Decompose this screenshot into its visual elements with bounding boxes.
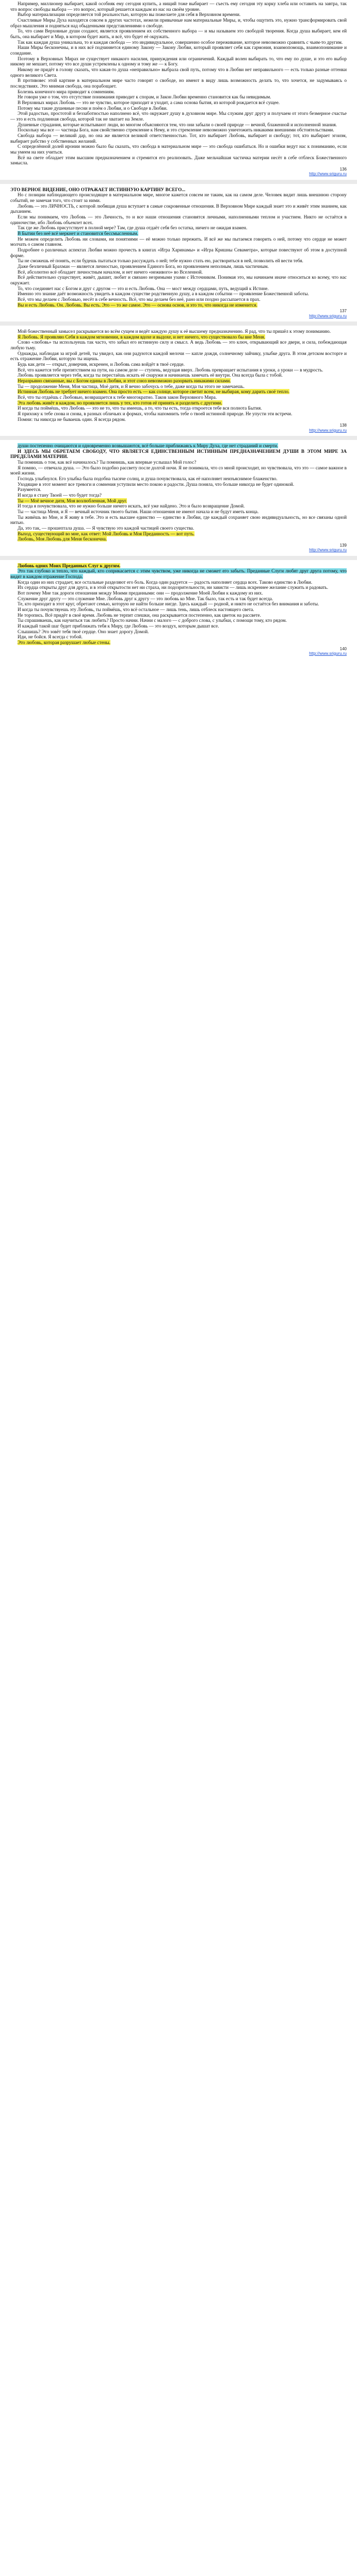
paragraph-text: Выбор материализации определяется той реальностью, которую вы пожелаете для себя в Верховном времени. (18, 12, 241, 18)
dialog-line (10, 487, 347, 493)
site-link[interactable]: http://www.sriguru.ru (309, 313, 347, 318)
paragraph (10, 417, 347, 422)
paragraph-text: Выход, существующий во мне, как ответ: Мой Любовь и Моя Преданность — вот путь. (18, 531, 195, 536)
paragraph (10, 601, 347, 607)
page-footer (10, 647, 347, 656)
paragraph (10, 111, 347, 122)
paragraph (10, 623, 347, 629)
paragraph-text: Служение друг другу — это служение Мне. Любовь друг к другу — это любовь ко Мне. Так было, так есть и так будет всегда. (18, 596, 273, 601)
paragraph-text: Иди, не бойся. Я всегда с тобой. (18, 634, 83, 640)
paragraph (10, 89, 347, 95)
paragraph (10, 531, 347, 537)
page-separator (0, 321, 357, 326)
paragraph (10, 334, 347, 340)
paragraph (10, 568, 347, 579)
paragraph (10, 618, 347, 623)
paragraph-text: Ты помнишь о том, как всё начиналось? Ты помнишь, как впервые услышал Мой голос? (18, 459, 197, 465)
paragraph (10, 460, 347, 465)
paragraph (10, 192, 347, 203)
paragraph-text: Ты — частица Меня, и Я — вечный источник твоего бытия. Наши отношения не имеют начала и не будут иметь конца. (18, 509, 259, 515)
paragraph (10, 596, 347, 602)
paragraph-text: Но с позиции наблюдающего происходящее в материальном мире, многое кажется совсем не таким, как на самом деле. Человек видит лишь внешнюю сторону событий, не замечая того, что стоит за ними. (10, 192, 347, 204)
page-separator (0, 180, 357, 184)
paragraph (10, 411, 347, 417)
paragraph (10, 269, 347, 275)
paragraph (10, 204, 347, 214)
site-link[interactable]: http://www.sriguru.ru (309, 172, 347, 177)
paragraph-text: Будь как дети — открыт, доверчив, искренен, и Любовь сама войдёт в твоё сердце. (18, 362, 185, 367)
paragraph (10, 329, 347, 334)
paragraph (10, 585, 347, 590)
paragraph (10, 18, 347, 28)
page-number: 138 (339, 423, 347, 428)
paragraph-text: Помни: ты никогда не бываешь один. Я всегда рядом. (18, 416, 126, 422)
paragraph-text: В противовес этой картине в материальном мире часто говорят о свободе, но имеют в виду лишь возможность делать то, что хочется, не задумываясь о последствиях. Это мнимая свобода, она порабощает. (10, 78, 347, 89)
paragraph (10, 340, 347, 350)
paragraph-text: Я прихожу к тебе снова и снова, в разных обличьях и формах, чтобы напомнить тебе о твоей истинной природе. Не упусти эти встречи. (18, 411, 293, 417)
paragraph-text: Поэтому в Верховных Мирах не существует никакого насилия, принуждения или ограничений. Каждый волен выбирать то, что ему по душе, и это его выбор никому не мешает, потому что все души устремлены к одному и тому же — к Богу. (10, 56, 347, 67)
paragraph-text: Всё на свете обладает этим высшим предназначением и стремится его реализовать. Даже мельчайшая частичка материи несёт в себе отблеск Божественного замысла. (10, 155, 347, 166)
paragraph-text: И когда ты поймёшь, что Любовь — это не то, что ты имеешь, а то, что ты есть, тогда откроется тебе вся полнота Бытия. (18, 405, 262, 411)
paragraph-text: Душевные страдания, которые испытывают люди, во многом объясняются тем, что они забыли о своей природе — вечной, блаженной и исполненной знания. (18, 122, 337, 127)
paragraph-text: Ты живёшь во Мне, и Я живу в тебе. Это и есть высшее единство — единство в Любви, где каждый сохраняет свою индивидуальность, но все связаны одной нитью. (10, 514, 347, 526)
paragraph-text: Это любовь, которая разрушает любые стены. (18, 639, 110, 645)
paragraph (10, 563, 347, 569)
paragraph (10, 536, 347, 542)
paragraph-text: И каждый такой шаг будет приближать тебя к Миру, где Любовь — это воздух, которым дышат все. (18, 623, 219, 629)
paragraph-text: Всё, что мы делаем с Любовью, несёт в себе вечность. Всё, что мы делаем без неё, рано или поздно рассыпается в прах. (18, 297, 261, 302)
document-page (10, 186, 347, 319)
paragraph-text: Ты спрашиваешь, как научиться так любить? Просто начни. Начни с малого — с доброго слова, с улыбки, с помощи тому, кто рядом. (18, 618, 287, 623)
paragraph-text: Любовь одних Моих Преданных Слуг к другим. (18, 563, 121, 568)
paragraph-text: Я Любовь. Я проявляю Себя в каждом мгновении, в каждом вдохе и выдохе, и нет ничего, что существовало бы вне Меня. (18, 334, 265, 340)
paragraph-text: Подробнее о различных аспектах Любви можно прочесть в книгах «Игра Харинамы» и «Игра Кришны Севаметра», которые повествуют об этом в доступной форме. (10, 247, 347, 258)
paragraph-text: Если мы понимаем, что Любовь — это Личность, то и все наши отношения становятся личными, наполненными теплом и участием. Никто не остаётся в одиночестве, ибо Любовь объемлет всех. (10, 214, 347, 225)
paragraph (10, 362, 347, 367)
paragraph-text: Так как каждая душа уникальна, то и каждая свобода — это индивидуальное, совершенно особое переживание, которое невозможно сравнить с чьим-то другим. (18, 39, 343, 45)
paragraph (10, 449, 347, 460)
paragraph (10, 56, 347, 67)
paragraph-text: Так где же Любовь присутствует в полной мере? Там, где душа отдаёт себя без остатка, ничего не ожидая взамен. (18, 225, 248, 231)
paragraph (10, 476, 347, 482)
paragraph-text: Когда один из них страдает, все остальные разделяют его боль. Когда один радуется — радость наполняет сердца всех. Таково единство в Любви. (18, 579, 313, 585)
paragraph-text: Ты — продолжение Меня, Моя частица, Моё дитя, и Я вечно забочусь о тебе, даже когда ты этого не замечаешь. (18, 383, 245, 389)
paragraph-text: Да, это так, — прошептала душа. — Я чувствую это каждой частицей своего существа. (18, 526, 194, 531)
paragraph-text: Уходящие в этот момент все тревоги и сомнения уступили место покою и радости. Душа поняла, что больше никогда не будет одинокой. (18, 481, 295, 487)
paragraph-text: Поскольку мы все — частицы Бога, нам свойственно стремление к Нему, и это стремление невозможно уничтожить никакими внешними обстоятельствами. (18, 127, 334, 133)
paragraph (10, 133, 347, 144)
site-link[interactable]: http://www.sriguru.ru (309, 651, 347, 656)
paragraph (10, 465, 347, 476)
page-heading: ЭТО ВЕРНОЕ ВИДЕНИЕ, ОНО ОТРАЖАЕТ ИСТИННУЮ КАРТИНУ ВСЕГО... (10, 187, 186, 192)
paragraph (10, 155, 347, 166)
document-page (10, 442, 347, 554)
document-page (10, 562, 347, 657)
paragraph-text: Не говори уже о том, что отсутствие понимания приводит к спорам, и Закон Любви временно становится как бы невидимым. (18, 94, 271, 100)
paragraph-text: Вы и есть Любовь. Он. Любовь. Вы есть. Это — то же самое. Это — основа основ, и это то, что никогда не изменится. (18, 302, 257, 308)
paragraph (10, 264, 347, 269)
paragraph (10, 634, 347, 640)
paragraph-text: В Верховных мирах Любовь — это не чувство, которое приходит и уходит, а сама основа бытия, из которой рождается всё сущее. (18, 100, 280, 106)
paragraph-text: И когда ты почувствуешь эту Любовь, ты поймёшь, что всё остальное — лишь тень, лишь отблеск настоящего света. (18, 606, 254, 612)
paragraph (10, 395, 347, 400)
paragraph (10, 40, 347, 45)
paragraph-text: Этой радостью, простотой и беззаботностью наполнено всё, что окружает душу в духовном мире. Мы служим друг другу и получаем от этого безмерное счастье — это и есть подлинная свобода, которой так не хватает на Земле. (10, 111, 347, 122)
paragraph-text: Господь улыбнулся. Его улыбка была подобна тысяче солнц, и душа почувствовала, как её наполняет неизъяснимое блаженство. (18, 476, 278, 481)
paragraph (10, 1, 347, 12)
paragraph-text: Вот почему Мне так дороги отношения между Моими преданными: они — продолжение Моей Любви к каждому из них. (18, 590, 263, 596)
page-number: 139 (339, 543, 347, 548)
paragraph-text: Болезнь конечного мира приводит к сомнениям. (18, 89, 115, 94)
dialog-line (10, 498, 347, 504)
document (0, 0, 357, 657)
paragraph-text: Всё, абсолютно всё обладает личностным началом, и нет ничего «неживого» во Вселенной. (18, 269, 203, 275)
paragraph (10, 482, 347, 487)
page-separator (0, 436, 357, 440)
paragraph (10, 400, 347, 406)
paragraph (10, 590, 347, 596)
paragraph-text: Истинная Любовь не требует ничего взамен. Она просто есть — как солнце, которое светит всем, не выбирая, кому дарить своё тепло. (18, 389, 290, 395)
site-link[interactable]: http://www.sriguru.ru (309, 428, 347, 433)
paragraph-text: Любовь проявляется через тебя, когда ты перестаёшь искать её снаружи и начинаешь замечать её внутри. Она всегда была с тобой. (18, 372, 283, 378)
page-number: 137 (339, 309, 347, 314)
paragraph-text: Всё действительно существует, живёт, дышит, любит и связано незримыми узами с Источником. Понимая это, мы начинаем иначе относиться ко всему, что нас окружает. (10, 275, 347, 286)
paragraph-text: души постепенно очищаются и одновременно возвышаются, всё больше приближаясь к Миру Духа, где нет страданий и смерти. (18, 443, 279, 448)
paragraph-text: Слово «любовь» ты используешь так часто, что забыл его истинную силу и смысл. А ведь Любовь — это ключ, открывающий все двери, и сила, побеждающая любую тьму. (10, 340, 347, 351)
paragraph (10, 351, 347, 362)
paragraph-text: Мой божественный замысел раскрывается во всём сущем и ведёт каждую душу к её высшему предназначению. Я рад, что ты пришёл к этому пониманию. (18, 329, 331, 334)
paragraph-text: И тогда я почувствовала, что не нужно больше ничего искать, всё уже найдено. Это и было возвращение Домой. (18, 503, 245, 509)
page-number: 140 (339, 646, 347, 651)
paragraph-text: Разумеется. (18, 487, 41, 493)
paragraph-text: Потому мы такие душевные песни и поём о Любви, и о Свободе в Любви. (18, 105, 168, 111)
paragraph (10, 94, 347, 100)
page-footer (10, 167, 347, 177)
paragraph (10, 515, 347, 526)
paragraph (10, 258, 347, 264)
paragraph (10, 367, 347, 373)
paragraph-text: Это так глубоко и тепло, что каждый, кто соприкасается с этим чувством, уже никогда не сможет его забыть. Преданные Слуги любят друг друга потому, что видят в каждом отражение Господа. (10, 568, 347, 579)
paragraph (10, 297, 347, 302)
paragraph-text: Я помню, — отвечала душа. — Это было подобно рассвету после долгой ночи. Я не понимала, что со мной происходит, но чувствовала, что это — самое важное в моей жизни. (10, 465, 347, 476)
paragraph (10, 28, 347, 39)
paragraph-text: Всё, что кажется тебе препятствием на пути, на самом деле — ступень, ведущая вверх. Любовь превращает испытания в уроки, а уроки — в мудрость. (18, 367, 323, 372)
paragraph (10, 286, 347, 292)
paragraph (10, 405, 347, 411)
paragraph-text: Никому не придёт в голову сказать, что какая-то душа «неправильно» выбрала свой путь, потому что в Любви нет неправильного — есть только разные оттенки одного великого Света. (10, 67, 347, 78)
paragraph (10, 247, 347, 258)
page-footer (10, 309, 347, 318)
paragraph-text: С определённой долей иронии можно было бы сказать, что свобода в материальном мире — это свобода ошибаться. Но и ошибки ведут нас к пониманию, если мы умеем на них учиться. (10, 144, 347, 155)
paragraph-text: Их сердца открыты друг для друга, и в этой открытости нет ни страха, ни подозрительности, ни зависти — лишь искреннее желание служить и радовать. (18, 585, 329, 590)
paragraph-text: Слышишь? Это зовёт тебя твоё сердце. Оно знает дорогу Домой. (18, 629, 149, 634)
paragraph (10, 389, 347, 395)
paragraph (10, 78, 347, 89)
page-footer (10, 543, 347, 553)
paragraph-text: Всё, что ты отдаёшь с Любовью, возвращается к тебе многократно. Таков закон Верховного Мира. (18, 395, 217, 400)
paragraph (10, 378, 347, 384)
paragraph (10, 45, 347, 56)
paragraph-text: И когда я стану Твоей — что будет тогда? (18, 493, 102, 498)
paragraph-text: Счастливые Миры Духа находятся совсем в других частотах, нежели привычные нам материальные Миры, и, чтобы ощутить это, нужно трансформировать свой образ мышления и подняться над обыденными представлениями о свободе. (10, 18, 347, 28)
site-link[interactable]: http://www.sriguru.ru (309, 548, 347, 553)
paragraph-text: Например, миллионер выбирает, какой особняк ему сегодня купить, а нищий тоже выбирает — съесть ему сегодня эту корку хлеба или оставить на завтра, так что вопрос свободы выбора — это вопрос, который решается каждым из нас на своём уровне. (10, 1, 347, 12)
paragraph (10, 67, 347, 78)
paragraph-text: Свобода выбора — великий дар, но она же является великой ответственностью. Тот, кто выбирает Любовь, выбирает и свободу; тот, кто выбирает эгоизм, выбирает рабство у собственных желаний. (10, 133, 347, 144)
paragraph (10, 607, 347, 613)
paragraph (10, 127, 347, 133)
paragraph-text: То, что соединяет нас с Богом и друг с другом — это и есть Любовь. Она — мост между сердцами, путь, ведущий к Истине. (18, 285, 269, 291)
paragraph (10, 629, 347, 635)
paragraph-text: Ты — Моё вечное дитя, Моя возлюбленная, Мой друг. (18, 498, 127, 503)
paragraph (10, 509, 347, 515)
dialog-line (10, 493, 347, 498)
paragraph (10, 384, 347, 389)
paragraph (10, 144, 347, 155)
paragraph (10, 372, 347, 378)
paragraph (10, 106, 347, 111)
paragraph-text: Ты не сможешь её понять, если будешь пытаться только рассуждать о ней; тебе нужно стать ею, раствориться в ней, позволить ей вести тебя. (18, 258, 303, 264)
paragraph-text: Любовь — это ЛИЧНОСТЬ, с которой любящая душа вступает в самые сокровенные отношения. В Верховном Мире каждый знает это и живёт этим знанием, как дыханием. (10, 203, 347, 214)
paragraph-text: То, что сами Верховные души создают, является проявлением их собственного выбора — и мы называем это свободой творения. Когда душа выбирает, кем ей быть, она выбирает и Мир, в котором будет жить, и всё, что будет её окружать. (10, 28, 347, 40)
paragraph-text: Наши Миры бесконечны, и в них всё подчиняется единому Закону — Закону Любви, который проявляет себя как гармония, взаимопомощь, взаимопонимание и созидание. (10, 45, 347, 56)
paragraph (10, 613, 347, 618)
paragraph-text: И ЗДЕСЬ МЫ ОБРЕТАЕМ СВОБОДУ, ЧТО ЯВЛЯЕТСЯ ЕДИНСТВЕННЫМ ИСТИННЫМ ПРЕДНАЗНАЧЕНИЕМ ДУШИ В ЭТОМ МИРЕ ЗА ПРЕДЕЛАМИ МАТЕРИИ. (10, 448, 347, 460)
paragraph (10, 275, 347, 285)
paragraph (10, 100, 347, 106)
paragraph (10, 225, 347, 231)
page-footer (10, 423, 347, 433)
paragraph (10, 231, 347, 236)
paragraph-text: Те, кто приходит в этот круг, обретают семью, которую не найти больше нигде. Здесь каждый — родной, и никто не остаётся без внимания и заботы. (18, 601, 319, 607)
paragraph-text: Любовь, Моя Любовь для Меня бесконечна. (18, 536, 107, 542)
paragraph (10, 291, 347, 297)
document-page (10, 328, 347, 434)
paragraph-text: Не можем определить Любовь ни словами, ни понятиями — её можно только пережить. И всё же мы пытаемся говорить о ней, потому что сердце не может молчать о самом главном. (10, 236, 347, 247)
paragraph (10, 580, 347, 585)
paragraph-text: Именно это знание даёт возможность увидеть в каждом существе родственную душу, а в каждом событии — проявление Божественной заботы. (18, 291, 309, 297)
paragraph (10, 302, 347, 308)
paragraph (10, 640, 347, 646)
paragraph-text: Однажды, наблюдая за игрой детей, ты увидел, как они радуются каждой мелочи — капле дождя, солнечному зайчику, улыбке друга. В этом детском восторге и есть отражение Любви, которую ты ищешь. (10, 350, 347, 362)
document-page (10, 0, 347, 178)
paragraph-text: Эта любовь живёт в каждом, но проявляется лишь у тех, кто готов её принять и разделить с другими. (18, 400, 222, 405)
paragraph (10, 214, 347, 225)
paragraph (10, 122, 347, 128)
paragraph (10, 526, 347, 531)
paragraph (10, 443, 347, 449)
page-separator (0, 556, 357, 560)
paragraph (10, 503, 347, 509)
paragraph (10, 236, 347, 247)
paragraph-text: В Бытии без неё всё меркнет и становится бессмысленным. (18, 231, 138, 236)
page-number: 136 (339, 167, 347, 172)
paragraph-text: Даже безличный Брахман — является личностью, проявлением Единого Бога, но проявлением неполным, лишь частичным. (18, 264, 269, 269)
paragraph (10, 12, 347, 18)
paragraph-text: Не торопись. Всё придёт в своё время. Любовь не терпит спешки, она раскрывается постепенно, как цветок на рассвете. (18, 612, 261, 618)
paragraph-text: Неразрывно связанные, вы с Богом едины в Любви, и этот союз невозможно разорвать никакими силами. (18, 378, 231, 384)
